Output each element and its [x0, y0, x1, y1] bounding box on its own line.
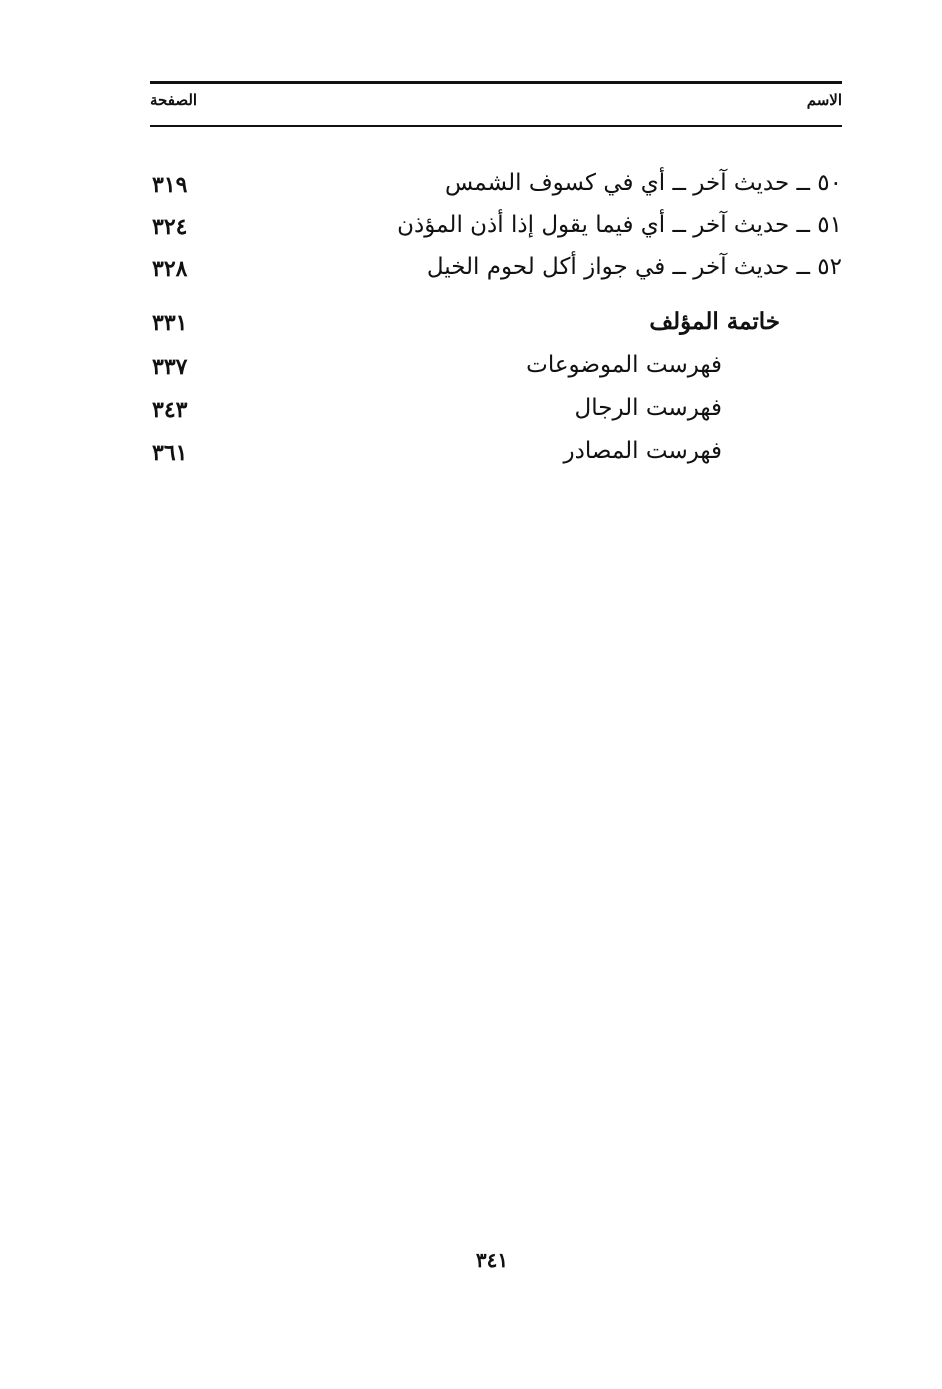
page-number: ٣٤١	[475, 1248, 509, 1272]
toc-entry	[150, 212, 842, 252]
toc-index-title: فهرست الرجال	[574, 395, 722, 421]
toc-entry	[150, 352, 842, 392]
toc-entry-title: ٥١ ــ حديث آخر ــ أي فيما يقول إذا أذن المؤذن	[397, 212, 842, 238]
toc-entry	[150, 438, 842, 478]
toc-entry-page: ٣٢٨	[152, 256, 188, 282]
toc-entry-page: ٣١٩	[152, 172, 188, 198]
toc-entry	[150, 254, 842, 294]
toc-entry-title: ٥٢ ــ حديث آخر ــ في جواز أكل لحوم الخيل	[426, 254, 842, 280]
toc-entry-page: ٣٣٧	[152, 354, 188, 380]
toc-entry-page: ٣٤٣	[152, 397, 188, 423]
page-column-label: الصفحة	[150, 91, 198, 109]
toc-entry-page: ٣٢٤	[152, 214, 188, 240]
header-bottom-rule	[150, 125, 842, 127]
name-column-label: الاسم	[806, 91, 842, 109]
header-top-rule	[150, 81, 842, 84]
toc-index-title: فهرست المصادر	[563, 438, 722, 464]
toc-entry	[150, 170, 842, 210]
toc-entry	[150, 395, 842, 435]
toc-entry	[150, 308, 842, 348]
toc-index-title: فهرست الموضوعات	[526, 352, 722, 378]
toc-entry-page: ٣٣١	[152, 310, 188, 336]
toc-entry-title: ٥٠ ــ حديث آخر ــ أي في كسوف الشمس	[444, 170, 842, 196]
toc-entry-page: ٣٦١	[152, 440, 188, 466]
table-header	[150, 89, 842, 119]
toc-section-title: خاتمة المؤلف	[649, 308, 780, 335]
